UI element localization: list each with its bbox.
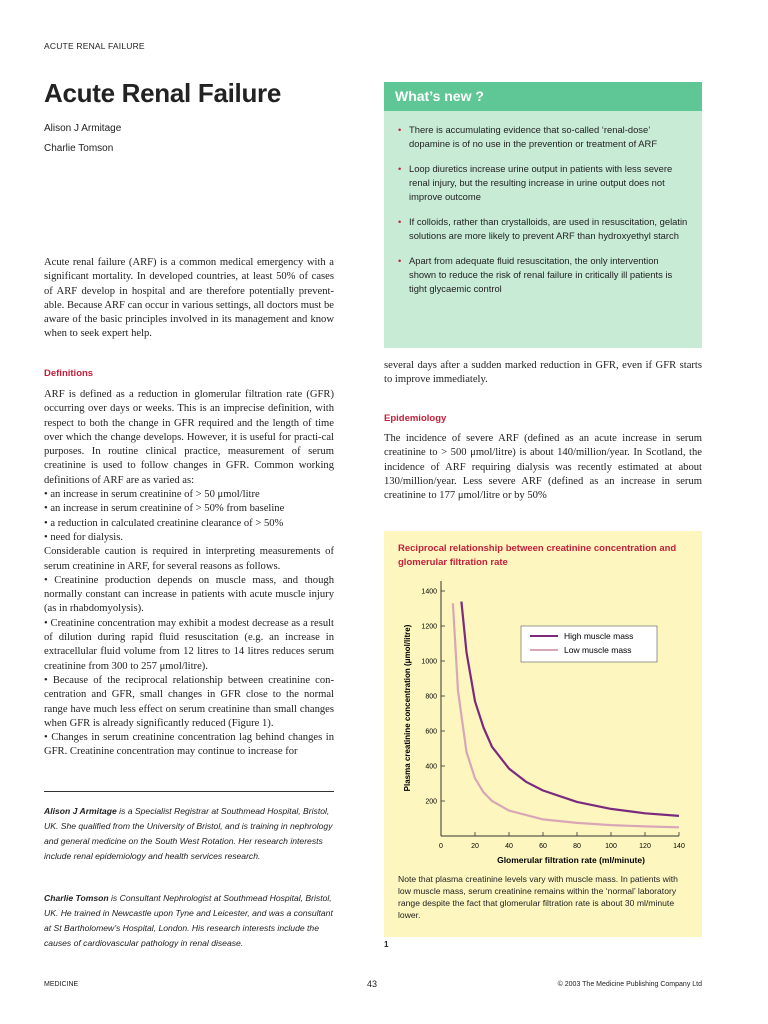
definition-bullet: • an increase in serum creatinine of > 50 μmol/litre <box>44 489 260 501</box>
author-1: Alison J Armitage <box>44 123 122 134</box>
x-tick-label: 120 <box>639 843 651 850</box>
y-tick-label: 600 <box>425 728 437 736</box>
bio-divider <box>44 791 334 792</box>
y-tick-label: 400 <box>425 763 437 771</box>
definitions-bullets <box>44 488 334 545</box>
bio-name: Charlie Tomson <box>44 893 109 903</box>
whats-new-item: • If colloids, rather than crystalloids, are used in resuscitation, gelatin solutions are more likely to prevent ARF than hydroxyethyl starch <box>398 215 688 243</box>
y-axis-label: Plasma creatinine concentration (μmol/litre) <box>403 624 412 792</box>
epidemiology-heading: Epidemiology <box>384 413 447 424</box>
y-tick-label: 200 <box>425 798 437 806</box>
y-tick-label: 1400 <box>421 588 437 596</box>
x-tick-label: 140 <box>673 843 685 850</box>
creatinine-gfr-chart <box>384 531 702 871</box>
figure-box <box>384 531 702 937</box>
x-tick-label: 100 <box>605 843 617 850</box>
figure-number: 1 <box>384 940 389 949</box>
chart-legend <box>521 626 657 662</box>
article-title: Acute Renal Failure <box>44 78 282 108</box>
x-tick-label: 40 <box>505 843 513 850</box>
footer-copyright: © 2003 The Medicine Publishing Company Ltd <box>557 981 702 988</box>
x-axis-label: Glomerular filtration rate (ml/minute) <box>497 855 645 865</box>
definitions-paragraph: ARF is defined as a reduction in glomerular filtration rate (GFR) occurring over days or weeks. This is an imprecise definition, with respect to both the change in GFR required and the length of time over which the change develops. However, it is useful for practi-cal purposes. In routine clinical practice, measurement of serum creatinine is used to follow changes in GFR. Common working definitions of ARF are as varied as: <box>44 389 334 486</box>
x-tick-label: 0 <box>439 843 443 850</box>
bio-name: Alison J Armitage <box>44 806 117 816</box>
x-tick-label: 60 <box>539 843 547 850</box>
figure-title: Reciprocal relationship between creatinine concentration and glomerular filtration rate <box>398 543 677 568</box>
x-tick-label: 80 <box>573 843 581 850</box>
bio-tomson <box>44 891 339 951</box>
whats-new-item: • Loop diuretics increase urine output in patients with less severe renal injury, but the resulting increase in urine output does not improve outcome <box>398 162 688 204</box>
caution-point: • Creatinine production depends on muscle mass, and though normally constant can increase in patients with acute muscle injury (as in rhabdomyolysis). <box>44 574 334 615</box>
x-tick-label: 20 <box>471 843 479 850</box>
y-tick-label: 800 <box>425 693 437 701</box>
intro-paragraph: Acute renal failure (ARF) is a common medical emergency with a significant mortality. In developed countries, at least 50% of cases of ARF develop in hospital and are therefore potentially prevent-able. Because ARF can occur in various settings, all doctors must be aware of the basic principles involved in its management and know when to seek expert help. <box>44 257 334 340</box>
whats-new-box <box>384 111 702 348</box>
whats-new-item: • Apart from adequate fluid resuscitation, the only intervention shown to reduce the risk of renal failure in critically ill patients is tight glycaemic control <box>398 254 688 296</box>
whats-new-item: • There is accumulating evidence that so-called ‘renal-dose’ dopamine is of no use in the prevention or treatment of ARF <box>398 123 688 151</box>
caution-point: • Because of the reciprocal relationship between creatinine con-centration and GFR, small changes in GFR close to the normal range have much less effect on serum creatinine than small changes when GFR is already significantly reduced (Figure 1). <box>44 674 334 729</box>
definition-bullet: • a reduction in calculated creatinine clearance of > 50% <box>44 517 284 529</box>
continued-paragraph: several days after a sudden marked reduction in GFR, even if GFR starts to improve immediately. <box>384 360 702 386</box>
bio-text: is Consultant Nephrologist at Southmead Hospital, Bristol, UK. He trained in Newcastle upon Tyne and Leicester, and was a consultant at St Bartholomew’s Hospital, London. His research interests include the causes of cardiovascular pathology in renal disease. <box>44 893 333 948</box>
whats-new-list <box>398 123 688 296</box>
epidemiology-paragraph: The incidence of severe ARF (defined as an acute increase in serum creatinine to > 500 μmol/litre) is about 140/million/year. In Scotland, the incidence of ARF requiring dialysis was recently estimated at about 130/million/year. Less severe ARF (defined as an increase in serum creatinine to 177 μmol/litre or by 50% <box>384 433 702 502</box>
page-number: 43 <box>367 979 378 989</box>
footer-journal: MEDICINE <box>44 981 79 988</box>
running-head: ACUTE RENAL FAILURE <box>44 41 145 51</box>
legend-label-low: Low muscle mass <box>564 645 632 655</box>
author-2: Charlie Tomson <box>44 143 114 154</box>
y-tick-label: 1200 <box>421 623 437 631</box>
legend-label-high: High muscle mass <box>564 631 634 641</box>
whats-new-heading: What’s new ? <box>384 82 702 111</box>
y-tick-label: 1000 <box>421 658 437 666</box>
definition-bullet: • need for dialysis. <box>44 531 124 543</box>
definitions-heading: Definitions <box>44 368 94 379</box>
caution-point: • Changes in serum creatinine concentration lag behind changes in GFR. Creatinine concentration may continue to increase for <box>44 732 334 758</box>
bio-armitage <box>44 804 339 864</box>
bio-text: is a Specialist Registrar at Southmead Hospital, Bristol, UK. She qualified from the University of Bristol, and is training in nephrology and general medicine on the South West Rotation. Her research interests include renal epidemiology and health services research. <box>44 806 333 861</box>
definition-bullet: • an increase in serum creatinine of > 50% from baseline <box>44 503 285 515</box>
definitions-section <box>44 388 334 760</box>
caution-point: • Creatinine concentration may exhibit a modest decrease as a result of dilution during rapid fluid resuscitation (e.g. an increase in extracellular fluid volume from 12 litres to 14 litres reduces serum creatinine from 300 to 257 μmol/litre). <box>44 617 334 672</box>
caution-paragraph: Considerable caution is required in interpreting measurements of serum creatinine in ARF, for several reasons as follows. <box>44 546 334 572</box>
figure-caption: Note that plasma creatinine levels vary with muscle mass. In patients with low muscle mass, serum creatinine remains within the ‘normal’ laboratory range despite the fact that glomerular filtration rate is about 30 ml/minute lower. <box>398 874 678 920</box>
